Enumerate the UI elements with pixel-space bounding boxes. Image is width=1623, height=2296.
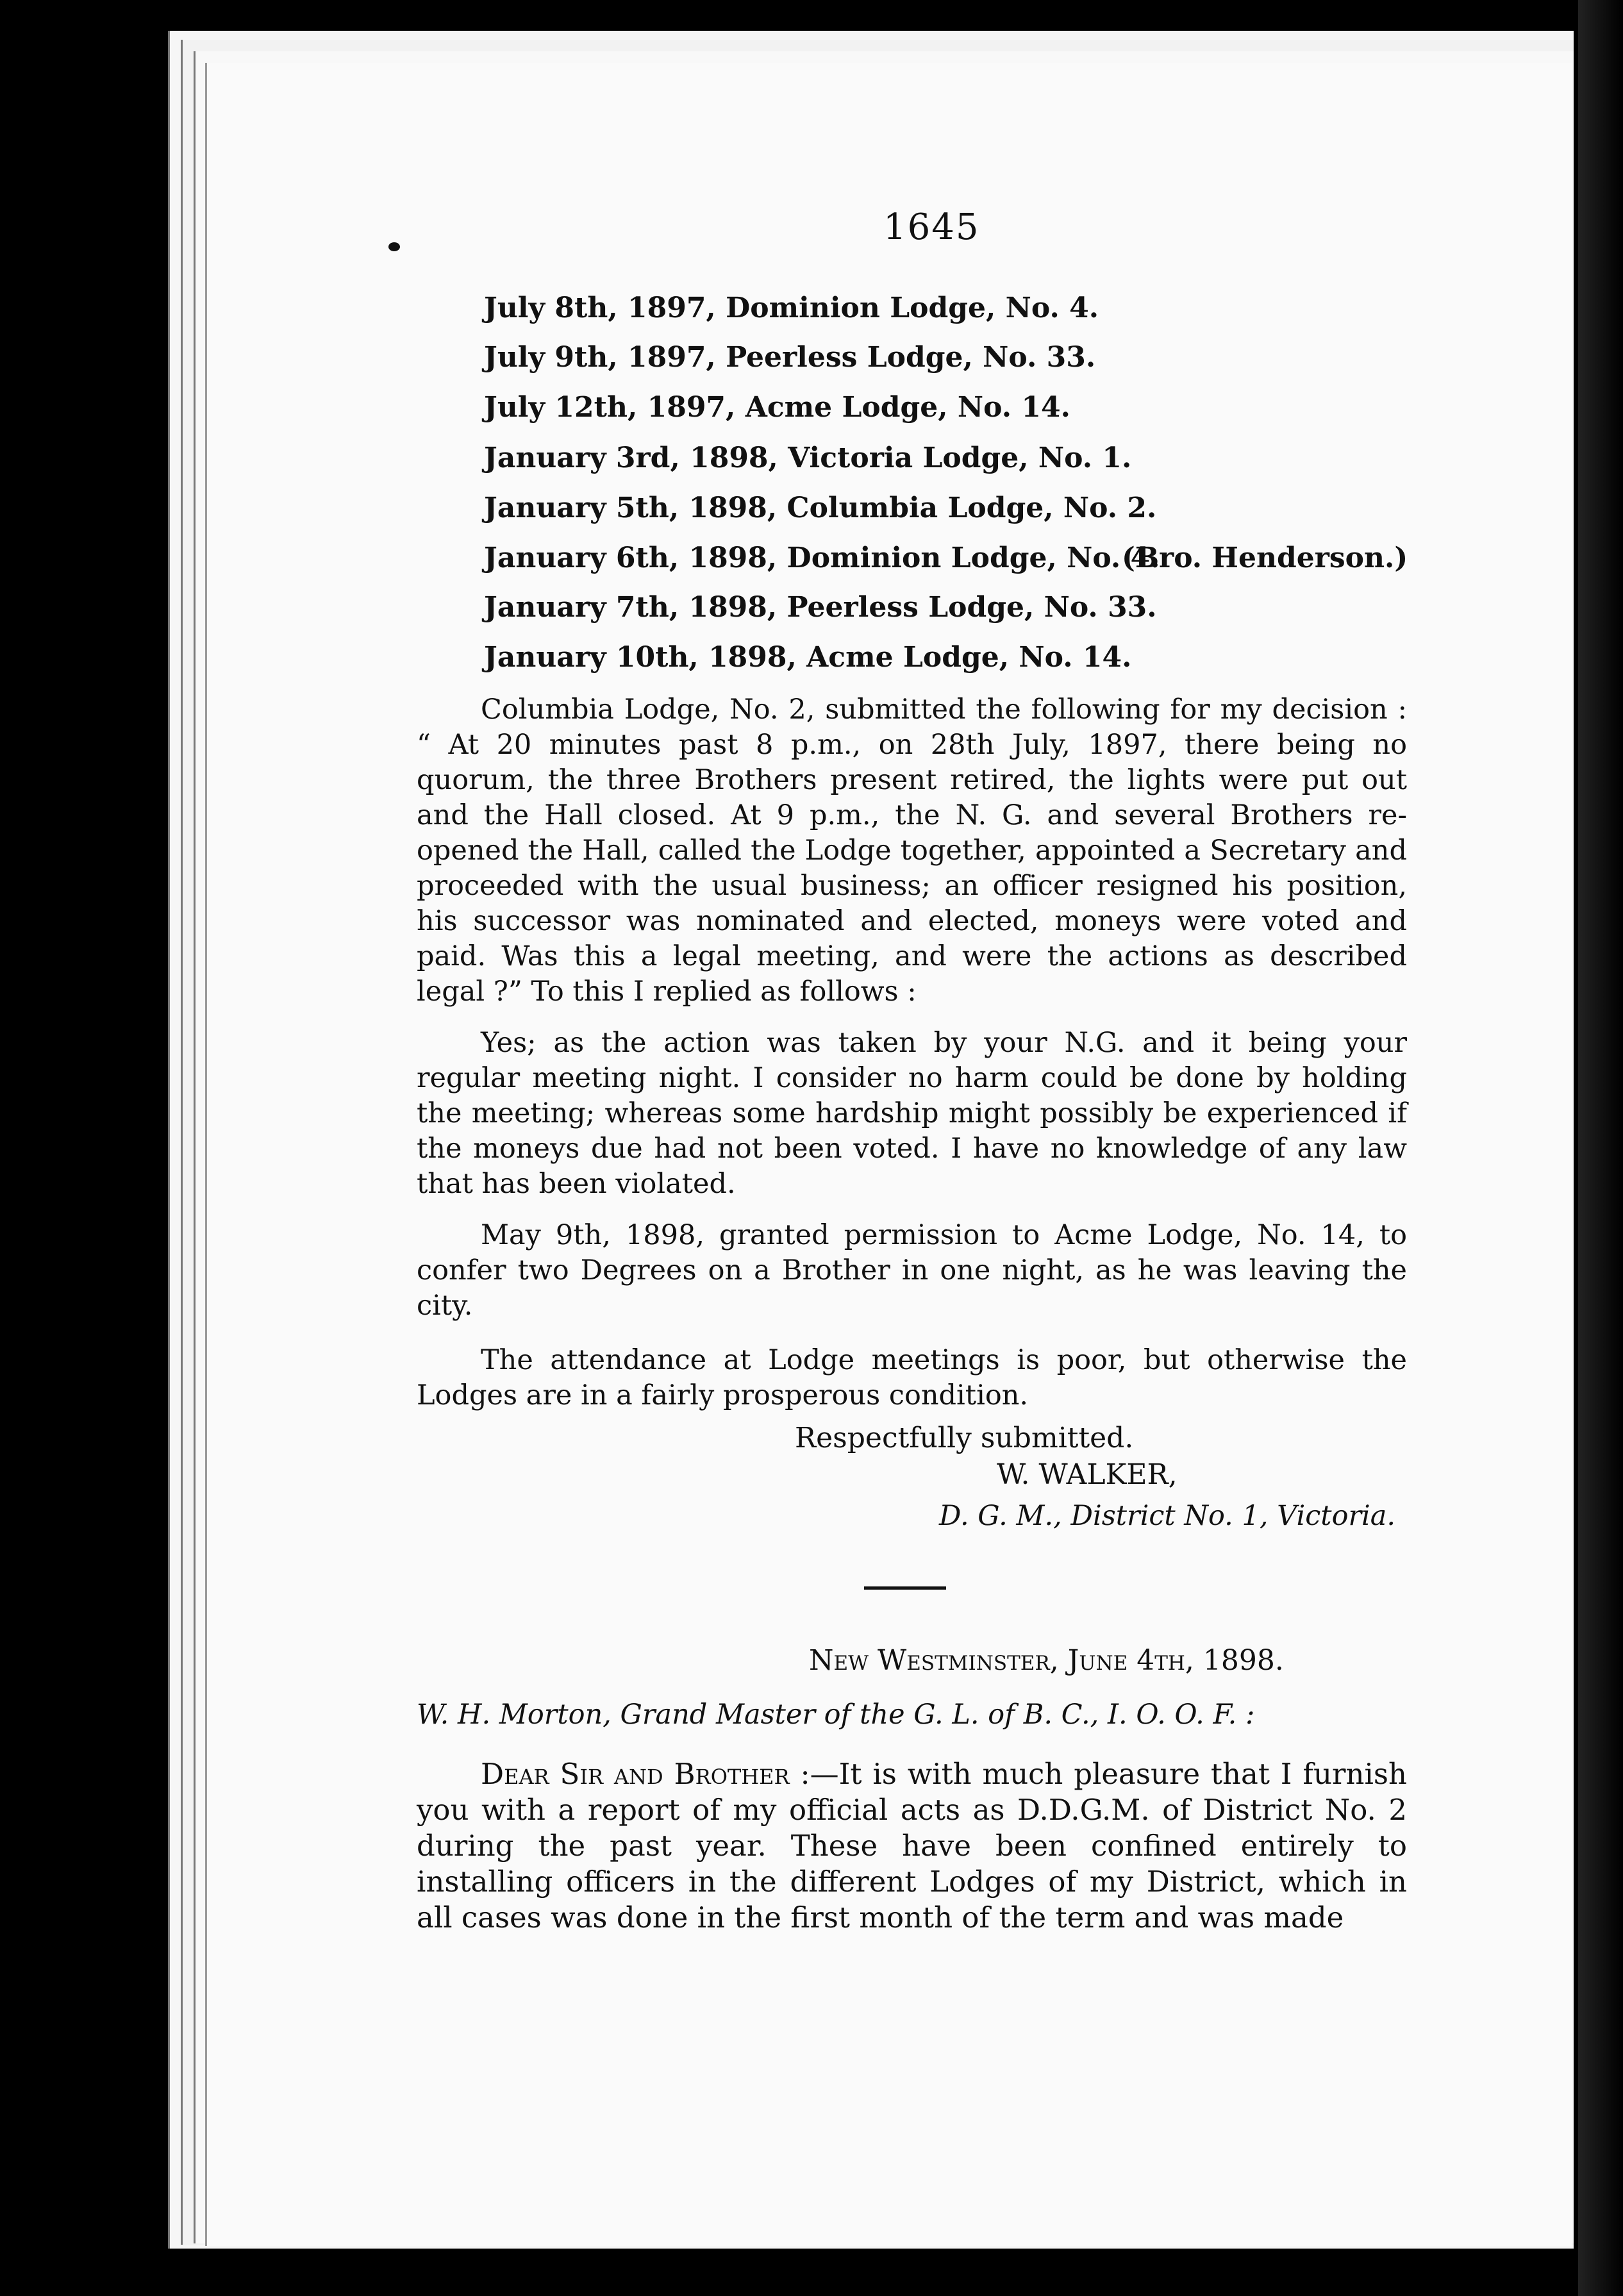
salutation: Dear Sir and Brother : (481, 1757, 810, 1791)
paragraph-columbia: Columbia Lodge, No. 2, submitted the following for my decision : “ At 20 minutes past 8 p.m., on 28th July, 1897, there being no quorum, the three Brothers present retired, the lights were put out and the Hall closed. At 9 p.m., the N. G. and several Brothers re-opened the Hall, called the Lodge together, appointed a Secretary and proceeded with the usual business; an officer resigned his position, his successor was nominated and elected, moneys were voted and paid. Was this a legal meeting, and were the actions as described legal ?” To this I replied as follows : (417, 694, 1407, 1008)
paragraph-may: May 9th, 1898, granted permission to Acme Lodge, No. 14, to confer two Degrees on a Brother in one night, as he was leaving the city. (417, 1219, 1407, 1322)
addressee: W. H. Morton, Grand Master of the G. L. of B. C., I. O. O. F. : (417, 1699, 1255, 1731)
scan-shadow (1578, 0, 1623, 2296)
paragraph-reply: Yes; as the action was taken by your N.G. and it being your regular meeting night. I consider no harm could be done by holding the meeting; whereas some hardship might possibly be experienced if the moneys due had not been voted. I have no knowledge of any law that has been violated. (417, 1027, 1407, 1200)
visit-entry: July 9th, 1897, Peerless Lodge, No. 33. (484, 341, 1096, 374)
visit-entry: January 6th, 1898, Dominion Lodge, No. 4. (484, 542, 1160, 574)
letter-text: —It is with much pleasure that I furnish you with a report of my official acts as D.D.G.M. of District No. 2 during the past year. These have been confined entirely to installing officers in the different Lodges of my District, which in all cases was done in the first month of the term and was made (417, 1757, 1407, 1934)
visit-entry: January 10th, 1898, Acme Lodge, No. 14. (484, 641, 1132, 674)
visit-entry: July 8th, 1897, Dominion Lodge, No. 4. (484, 292, 1099, 324)
visit-entry: January 3rd, 1898, Victoria Lodge, No. 1. (484, 442, 1132, 474)
ink-dot (388, 242, 400, 251)
signatory-title: D. G. M., District No. 1, Victoria. (939, 1500, 1396, 1532)
closing: Respectfully submitted. (795, 1422, 1134, 1454)
visit-entry: January 5th, 1898, Columbia Lodge, No. 2. (484, 492, 1157, 524)
visit-entry: July 12th, 1897, Acme Lodge, No. 14. (484, 391, 1070, 424)
section-divider (864, 1586, 946, 1590)
place-date: New Westminster, June 4th, 1898. (809, 1644, 1284, 1677)
paragraph-attendance: The attendance at Lodge meetings is poor, but otherwise the Lodges are in a fairly prosperous condition. (417, 1344, 1407, 1411)
visit-note: (Bro. Henderson.) (1122, 542, 1408, 574)
signatory-name: W. WALKER, (997, 1458, 1178, 1491)
second-letter-body (417, 1756, 1407, 1936)
visit-entry: January 7th, 1898, Peerless Lodge, No. 33. (484, 591, 1157, 624)
page-number: 1645 (883, 206, 980, 248)
